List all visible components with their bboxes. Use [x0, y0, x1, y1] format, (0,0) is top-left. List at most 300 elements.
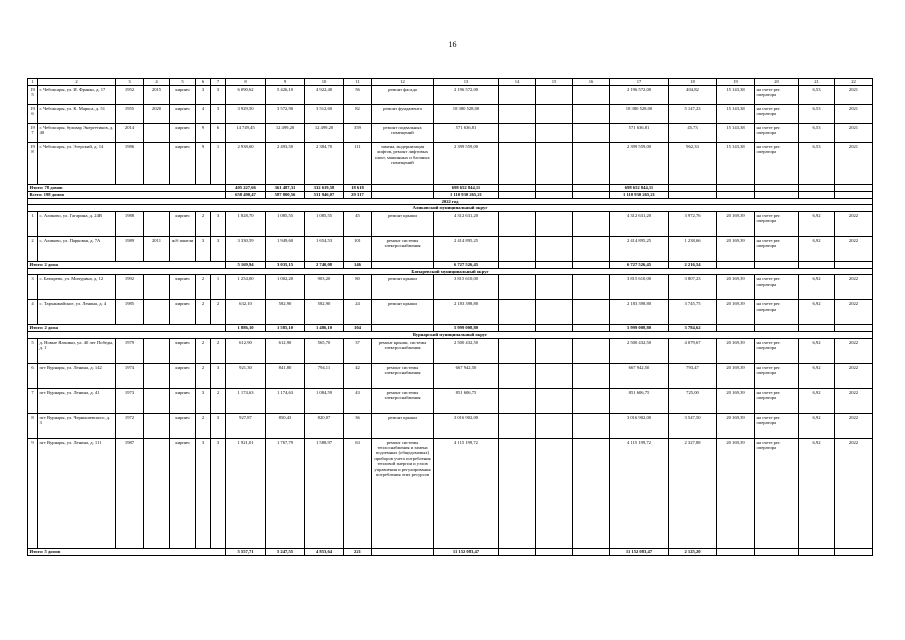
- cell-mat: кирпич: [170, 300, 196, 325]
- column-number: 12: [372, 79, 434, 86]
- cell-empty: [499, 261, 536, 268]
- cell-a1: 3 929,50: [226, 105, 266, 124]
- cell-fl: 2: [196, 413, 211, 438]
- cell-fund: 667 942,50: [610, 363, 669, 388]
- cell-empty: [372, 261, 434, 268]
- cell-empty: [717, 192, 755, 199]
- cell-cost: 2 196 572,00: [434, 86, 499, 105]
- total-a1: 5 557,71: [226, 548, 266, 555]
- total-unit: [669, 192, 717, 199]
- cell-a3: 1 654,53: [305, 236, 344, 261]
- cell-empty: [536, 388, 573, 413]
- cell-empty: [799, 261, 835, 268]
- cell-y1: 6,92: [799, 300, 835, 325]
- cell-method: на счете рег. оператора: [755, 413, 799, 438]
- cell-empty: [573, 363, 610, 388]
- total-a2: 3 035,15: [266, 261, 305, 268]
- cell-unit: 3 745,75: [669, 300, 717, 325]
- cell-addr: г. Чебоксары, ул. К. Маркса, д. 51: [38, 105, 116, 124]
- column-number: 20: [755, 79, 799, 86]
- total-a2: 361 487,31: [266, 185, 305, 192]
- cell-limit: 20 169,39: [717, 413, 755, 438]
- total-unit: 2 125,20: [669, 548, 717, 555]
- cell-method: на счете рег. оператора: [755, 211, 799, 236]
- total-fund: 11 152 083,47: [610, 548, 669, 555]
- table-row: [28, 211, 873, 236]
- cell-a2: 1 085,55: [266, 211, 305, 236]
- cell-mat: кирпич: [170, 438, 196, 548]
- total-res: 29 317: [344, 192, 372, 199]
- cell-empty: [499, 275, 536, 300]
- total-cost: 5 999 008,80: [434, 325, 499, 332]
- cell-y2: 2021: [835, 105, 873, 124]
- cell-empty: [717, 261, 755, 268]
- cell-num: 196: [28, 105, 38, 124]
- total-res: 104: [344, 325, 372, 332]
- column-number: 2: [38, 79, 116, 86]
- table-row: [28, 300, 873, 325]
- cell-mat: ж/б панели: [170, 236, 196, 261]
- cell-ent: 1: [211, 143, 226, 185]
- cell-empty: [499, 124, 536, 143]
- cell-fund: 571 636,81: [610, 124, 669, 143]
- total-res: 18 618: [344, 185, 372, 192]
- cell-ent: 3: [211, 236, 226, 261]
- cell-work: замена, модернизация лифтов, ремонт лифтовых шахт, машинных и блочных помещений: [372, 143, 434, 185]
- cell-year: 2014: [116, 124, 144, 143]
- cell-a3: 3 512,60: [305, 105, 344, 124]
- cell-empty: [573, 185, 610, 192]
- cell-empty: [536, 325, 573, 332]
- cell-a1: 1 174,63: [226, 388, 266, 413]
- cell-rec: [144, 363, 170, 388]
- cell-unit: 962,33: [669, 143, 717, 185]
- table-row: [28, 363, 873, 388]
- cell-fl: 2: [196, 300, 211, 325]
- cell-cost: 2 183 398,80: [434, 300, 499, 325]
- cell-res: 42: [344, 363, 372, 388]
- table-row: [28, 413, 873, 438]
- cell-rec: [144, 388, 170, 413]
- column-number: 6: [196, 79, 211, 86]
- cell-a3: 565,70: [305, 338, 344, 363]
- cell-a1: 1 254,00: [226, 275, 266, 300]
- cell-rec: 2020: [144, 105, 170, 124]
- column-number: 19: [717, 79, 755, 86]
- cell-y1: 6,53: [799, 86, 835, 105]
- cell-empty: [536, 192, 573, 199]
- cell-rec: [144, 124, 170, 143]
- cell-rec: 2011: [144, 236, 170, 261]
- cell-year: 1988: [116, 211, 144, 236]
- cell-work: ремонт крыши: [372, 275, 434, 300]
- register-table: [27, 78, 873, 556]
- total-unit: 2 216,54: [669, 261, 717, 268]
- cell-unit: 4 079,67: [669, 338, 717, 363]
- cell-res: 24: [344, 300, 372, 325]
- cell-unit: 3 972,76: [669, 211, 717, 236]
- cell-a2: 2 493,50: [266, 143, 305, 185]
- cell-work: ремонт фасада: [372, 86, 434, 105]
- cell-addr: г. Чебоксары, ул. Эгерский, д. 14: [38, 143, 116, 185]
- cell-empty: [835, 325, 873, 332]
- total-unit: 3 784,62: [669, 325, 717, 332]
- cell-year: 1973: [116, 388, 144, 413]
- cell-method: на счете рег. оператора: [755, 236, 799, 261]
- cell-a3: 12 499,20: [305, 124, 344, 143]
- total-res: 146: [344, 261, 372, 268]
- cell-a2: 1 767,79: [266, 438, 305, 548]
- cell-cost: 667 942,50: [434, 363, 499, 388]
- total-fund: 1 110 930 265,21: [610, 192, 669, 199]
- total-label: Итого: 5 домов: [28, 548, 226, 555]
- cell-y1: 6,92: [799, 363, 835, 388]
- cell-empty: [799, 192, 835, 199]
- cell-y1: 6,92: [799, 275, 835, 300]
- total-unit: [669, 185, 717, 192]
- year-heading-text: 2022 год: [28, 199, 873, 205]
- cell-empty: [536, 86, 573, 105]
- column-number: 1: [28, 79, 38, 86]
- cell-empty: [717, 548, 755, 555]
- total-fund: 5 999 008,80: [610, 325, 669, 332]
- cell-work: ремонт системы электроснабжения: [372, 363, 434, 388]
- total-label: Итого: 2 дома: [28, 325, 226, 332]
- district-heading-text: Вурнарский муниципальный округ: [28, 332, 873, 338]
- table-row: [28, 438, 873, 548]
- cell-addr: с. Аликово, ул. Гагарина, д. 24В: [38, 211, 116, 236]
- cell-cost: 4 115 199,72: [434, 438, 499, 548]
- cell-num: 4: [28, 300, 38, 325]
- cell-limit: 20 169,39: [717, 275, 755, 300]
- cell-year: 1972: [116, 413, 144, 438]
- cell-y2: 2022: [835, 211, 873, 236]
- total-label: Итого: 2 дома: [28, 261, 226, 268]
- cell-fund: 18 380 528,00: [610, 105, 669, 124]
- cell-ent: 3: [211, 413, 226, 438]
- total-label: Всего: 198 домов: [28, 192, 226, 199]
- cell-empty: [835, 192, 873, 199]
- cell-y2: 2022: [835, 275, 873, 300]
- cell-fl: 2: [196, 275, 211, 300]
- cell-num: 3: [28, 275, 38, 300]
- total-a3: 4 853,64: [305, 548, 344, 555]
- cell-limit: 20 169,39: [717, 363, 755, 388]
- cell-a2: 841,80: [266, 363, 305, 388]
- cell-num: 7: [28, 388, 38, 413]
- cell-y1: 6,92: [799, 413, 835, 438]
- subtotal-row: [28, 548, 873, 555]
- cell-rec: [144, 275, 170, 300]
- subtotal-row: [28, 185, 873, 192]
- cell-mat: кирпич: [170, 338, 196, 363]
- cell-empty: [573, 275, 610, 300]
- cell-y1: 6,92: [799, 438, 835, 548]
- cell-res: 359: [344, 124, 372, 143]
- cell-year: 1979: [116, 338, 144, 363]
- cell-num: 5: [28, 338, 38, 363]
- cell-a1: 14 749,45: [226, 124, 266, 143]
- cell-ent: 3: [211, 105, 226, 124]
- cell-method: на счете рег. оператора: [755, 300, 799, 325]
- column-number: 13: [434, 79, 499, 86]
- cell-limit: 15 143,38: [717, 124, 755, 143]
- cell-addr: пгт Вурнары, ул. Чернышевского, д. 3: [38, 413, 116, 438]
- cell-num: 9: [28, 438, 38, 548]
- cell-y1: 6,92: [799, 388, 835, 413]
- column-number: 14: [499, 79, 536, 86]
- cell-empty: [573, 192, 610, 199]
- cell-rec: [144, 211, 170, 236]
- cell-work: ремонт крыши: [372, 413, 434, 438]
- column-number: 11: [344, 79, 372, 86]
- total-a3: 332 619,58: [305, 185, 344, 192]
- cell-fund: 4 312 631,20: [610, 211, 669, 236]
- cell-empty: [499, 185, 536, 192]
- table-row: [28, 143, 873, 185]
- cell-empty: [536, 105, 573, 124]
- cell-a2: 1 949,60: [266, 236, 305, 261]
- cell-mat: кирпич: [170, 413, 196, 438]
- cell-num: 1: [28, 211, 38, 236]
- cell-y1: 6,92: [799, 211, 835, 236]
- cell-limit: 20 169,39: [717, 236, 755, 261]
- column-number: 22: [835, 79, 873, 86]
- total-label: Итого: 78 домов: [28, 185, 226, 192]
- cell-empty: [573, 438, 610, 548]
- cell-ent: 2: [211, 300, 226, 325]
- cell-empty: [573, 261, 610, 268]
- subtotal-row: [28, 261, 873, 268]
- cell-year: 1952: [116, 86, 144, 105]
- cell-empty: [755, 192, 799, 199]
- cell-a3: 2 384,70: [305, 143, 344, 185]
- cell-work: ремонт крыши, системы электроснабжения: [372, 338, 434, 363]
- cell-unit: 404,82: [669, 86, 717, 105]
- cell-addr: с. Тарханмайское, ул. Ленина, д. 4: [38, 300, 116, 325]
- cell-method: на счете рег. оператора: [755, 124, 799, 143]
- cell-unit: 793,47: [669, 363, 717, 388]
- cell-empty: [372, 185, 434, 192]
- total-cost: 698 652 844,11: [434, 185, 499, 192]
- cell-fund: 2 399 559,00: [610, 143, 669, 185]
- cell-a2: 1 002,20: [266, 275, 305, 300]
- total-a1: 5 169,94: [226, 261, 266, 268]
- cell-y1: 6,92: [799, 236, 835, 261]
- cell-limit: 20 169,39: [717, 388, 755, 413]
- cell-mat: кирпич: [170, 275, 196, 300]
- cell-empty: [573, 211, 610, 236]
- cell-empty: [499, 192, 536, 199]
- column-number: 21: [799, 79, 835, 86]
- total-cost: 1 110 930 265,21: [434, 192, 499, 199]
- cell-mat: кирпич: [170, 211, 196, 236]
- cell-limit: 20 169,39: [717, 211, 755, 236]
- cell-num: 8: [28, 413, 38, 438]
- cell-year: 1989: [116, 236, 144, 261]
- cell-mat: кирпич: [170, 143, 196, 185]
- cell-empty: [573, 338, 610, 363]
- cell-empty: [573, 325, 610, 332]
- cell-addr: пгт Вурнары, ул. Ленина, д. 111: [38, 438, 116, 548]
- cell-res: 80: [344, 275, 372, 300]
- cell-unit: 2 327,88: [669, 438, 717, 548]
- cell-empty: [536, 363, 573, 388]
- column-number: 4: [144, 79, 170, 86]
- column-number-row: [28, 79, 873, 86]
- cell-a1: 6 090,62: [226, 86, 266, 105]
- cell-year: 1987: [116, 438, 144, 548]
- cell-ent: 3: [211, 438, 226, 548]
- cell-addr: с. Батырево, ул. Мичурина, д. 12: [38, 275, 116, 300]
- cell-fund: 3 016 902,00: [610, 413, 669, 438]
- cell-empty: [536, 275, 573, 300]
- cell-res: 111: [344, 143, 372, 185]
- cell-unit: 45,73: [669, 124, 717, 143]
- cell-method: на счете рег. оператора: [755, 363, 799, 388]
- cell-empty: [799, 325, 835, 332]
- cell-empty: [717, 185, 755, 192]
- cell-a3: 820,07: [305, 413, 344, 438]
- district-heading-text: Батыревский муниципальный округ: [28, 268, 873, 274]
- cell-mat: кирпич: [170, 363, 196, 388]
- cell-a2: 12 499,20: [266, 124, 305, 143]
- cell-work: ремонт системы электроснабжения: [372, 236, 434, 261]
- total-a3: 2 740,08: [305, 261, 344, 268]
- column-number: 9: [266, 79, 305, 86]
- cell-empty: [536, 300, 573, 325]
- cell-empty: [536, 236, 573, 261]
- cell-empty: [536, 338, 573, 363]
- cell-num: 2: [28, 236, 38, 261]
- cell-addr: д. Новые Яльчики, ул. 40 лет Победы, д. 1: [38, 338, 116, 363]
- cell-fl: 3: [196, 388, 211, 413]
- cell-empty: [372, 192, 434, 199]
- cell-empty: [573, 413, 610, 438]
- cell-y1: 6,53: [799, 124, 835, 143]
- cell-empty: [799, 548, 835, 555]
- cell-cost: 2 399 559,00: [434, 143, 499, 185]
- cell-unit: 725,00: [669, 388, 717, 413]
- cell-empty: [372, 548, 434, 555]
- cell-a1: 632,10: [226, 300, 266, 325]
- column-number: 18: [669, 79, 717, 86]
- cell-addr: г. Чебоксары, бульвар Энергетиков, д. 40: [38, 124, 116, 143]
- cell-year: 1992: [116, 275, 144, 300]
- cell-unit: 1 238,66: [669, 236, 717, 261]
- cell-res: 82: [344, 105, 372, 124]
- cell-a3: 794,11: [305, 363, 344, 388]
- cell-y2: 2021: [835, 143, 873, 185]
- cell-mat: кирпич: [170, 124, 196, 143]
- cell-cost: 851 606,75: [434, 388, 499, 413]
- cell-cost: 4 312 631,20: [434, 211, 499, 236]
- cell-empty: [536, 185, 573, 192]
- cell-empty: [372, 325, 434, 332]
- cell-work: ремонт фундамента: [372, 105, 434, 124]
- cell-y2: 2021: [835, 124, 873, 143]
- cell-limit: 20 169,39: [717, 300, 755, 325]
- cell-empty: [536, 438, 573, 548]
- table-row: [28, 338, 873, 363]
- cell-fund: 2 183 398,80: [610, 300, 669, 325]
- cell-a3: 582,90: [305, 300, 344, 325]
- cell-fund: 2 500 432,50: [610, 338, 669, 363]
- cell-empty: [499, 211, 536, 236]
- cell-num: 197: [28, 124, 38, 143]
- table-row: [28, 236, 873, 261]
- cell-fl: 3: [196, 236, 211, 261]
- cell-a2: 1 174,63: [266, 388, 305, 413]
- cell-unit: 3 547,50: [669, 413, 717, 438]
- column-number: 3: [116, 79, 144, 86]
- cell-limit: 20 169,39: [717, 438, 755, 548]
- cell-mat: кирпич: [170, 86, 196, 105]
- total-a2: 5 247,55: [266, 548, 305, 555]
- cell-fund: 2 196 572,00: [610, 86, 669, 105]
- page-number: 16: [448, 40, 457, 49]
- cell-ent: 6: [211, 124, 226, 143]
- cell-rec: [144, 338, 170, 363]
- cell-ent: 3: [211, 363, 226, 388]
- total-cost: 11 152 083,47: [434, 548, 499, 555]
- cell-y1: 6,53: [799, 105, 835, 124]
- cell-limit: 15 143,38: [717, 143, 755, 185]
- cell-empty: [499, 548, 536, 555]
- cell-empty: [755, 548, 799, 555]
- cell-work: ремонт системы электроснабжения: [372, 388, 434, 413]
- cell-rec: 2015: [144, 86, 170, 105]
- cell-rec: [144, 143, 170, 185]
- cell-a1: 1 921,01: [226, 438, 266, 548]
- total-a2: 1 585,10: [266, 325, 305, 332]
- cell-method: на счете рег. оператора: [755, 86, 799, 105]
- cell-cost: 571 636,81: [434, 124, 499, 143]
- cell-fl: 4: [196, 105, 211, 124]
- cell-y2: 2022: [835, 413, 873, 438]
- cell-cost: 2 414 895,25: [434, 236, 499, 261]
- column-number: 5: [170, 79, 196, 86]
- cell-empty: [717, 325, 755, 332]
- total-a1: 405 227,66: [226, 185, 266, 192]
- cell-fund: 3 815 610,00: [610, 275, 669, 300]
- cell-num: 195: [28, 86, 38, 105]
- cell-rec: [144, 413, 170, 438]
- total-a2: 587 800,56: [266, 192, 305, 199]
- cell-res: 56: [344, 86, 372, 105]
- cell-empty: [499, 86, 536, 105]
- cell-res: 45: [344, 211, 372, 236]
- cell-mat: кирпич: [170, 388, 196, 413]
- total-fund: 698 652 844,11: [610, 185, 669, 192]
- cell-a1: 927,87: [226, 413, 266, 438]
- cell-empty: [499, 143, 536, 185]
- column-number: 8: [226, 79, 266, 86]
- cell-a2: 5 426,10: [266, 86, 305, 105]
- cell-empty: [536, 261, 573, 268]
- cell-empty: [573, 143, 610, 185]
- cell-addr: пгт Вурнары, ул. Ленина, д. 41: [38, 388, 116, 413]
- cell-cost: 2 500 432,50: [434, 338, 499, 363]
- cell-fund: 4 115 199,72: [610, 438, 669, 548]
- cell-empty: [536, 143, 573, 185]
- total-a1: 1 886,10: [226, 325, 266, 332]
- column-number: 17: [610, 79, 669, 86]
- cell-ent: 1: [211, 275, 226, 300]
- cell-empty: [536, 548, 573, 555]
- table-row: [28, 86, 873, 105]
- cell-a3: 903,20: [305, 275, 344, 300]
